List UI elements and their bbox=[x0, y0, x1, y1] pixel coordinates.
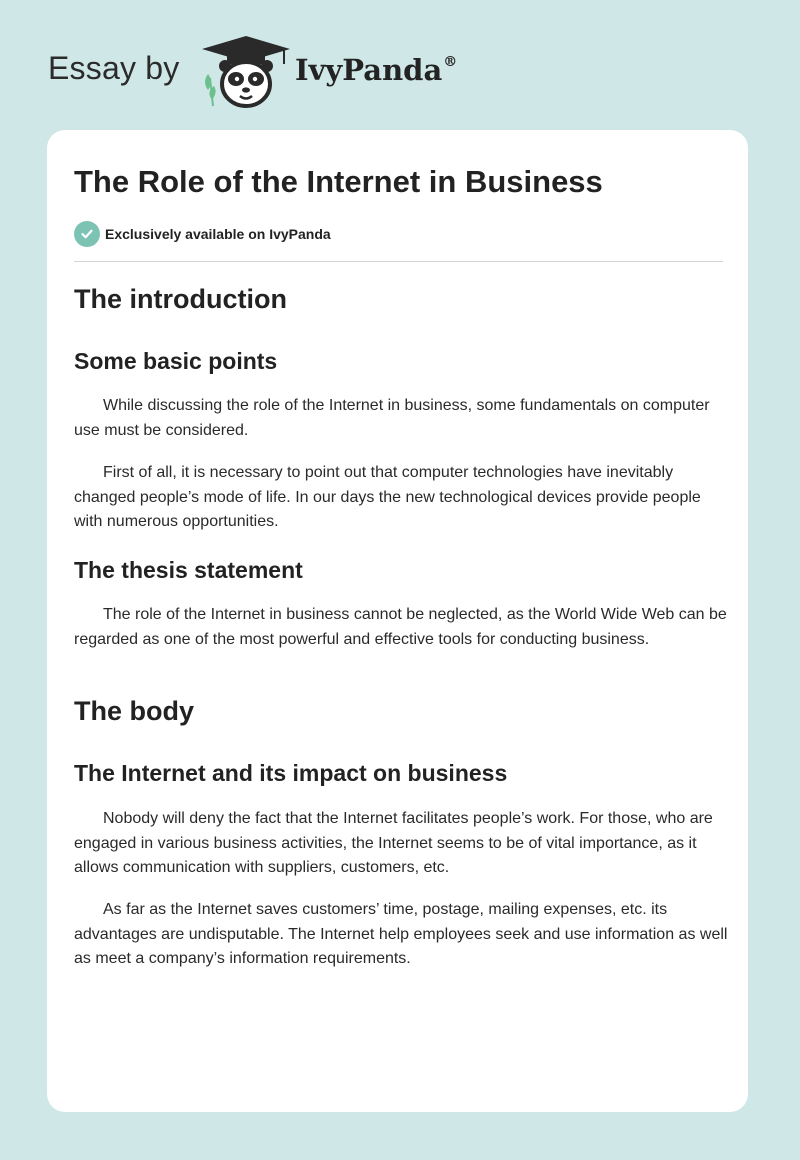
brand-name-text: IvyPanda bbox=[295, 53, 443, 87]
thesis-heading: The thesis statement bbox=[74, 557, 303, 583]
essay-card bbox=[47, 130, 748, 1112]
impact-heading: The Internet and its impact on business bbox=[74, 760, 508, 786]
thesis-paragraph: The role of the Internet in business cannot be neglected, as the World Wide Web can be regarded as one of the most powerful and effective tools for conducting business. bbox=[74, 606, 727, 648]
impact-paragraph-2: As far as the Internet saves customers’ time, postage, mailing expenses, etc. its advantages are undisputable. The Internet help employees seek and use information as well as meet a company’s information requirements. bbox=[74, 901, 728, 967]
brand-name[interactable] bbox=[295, 53, 457, 87]
title-divider bbox=[74, 261, 723, 262]
impact-paragraph-1: Nobody will deny the fact that the Internet facilitates people’s work. For those, who are engaged in various business activities, the Internet seems to be of vital importance, as it allows communication with suppliers, customers, etc. bbox=[74, 810, 713, 876]
exclusive-badge bbox=[74, 221, 331, 247]
basic-points-heading: Some basic points bbox=[74, 348, 278, 374]
basic-points-paragraph-2: First of all, it is necessary to point out that computer technologies have inevitably changed people’s mode of life. In our days the new technological devices provide people with numerous opportunities. bbox=[74, 464, 701, 530]
exclusive-badge-label: Exclusively available on IvyPanda bbox=[105, 226, 331, 242]
body-heading: The body bbox=[74, 696, 194, 726]
basic-points-paragraph-1: While discussing the role of the Internet in business, some fundamentals on computer use must be considered. bbox=[74, 397, 710, 439]
check-circle-icon bbox=[74, 221, 100, 247]
essay-title: The Role of the Internet in Business bbox=[74, 164, 603, 199]
site-header bbox=[0, 0, 800, 130]
panda-logo-icon[interactable] bbox=[200, 34, 292, 110]
introduction-heading: The introduction bbox=[74, 284, 287, 314]
registered-mark: ® bbox=[443, 54, 458, 70]
essay-by-label: Essay by bbox=[48, 50, 180, 86]
